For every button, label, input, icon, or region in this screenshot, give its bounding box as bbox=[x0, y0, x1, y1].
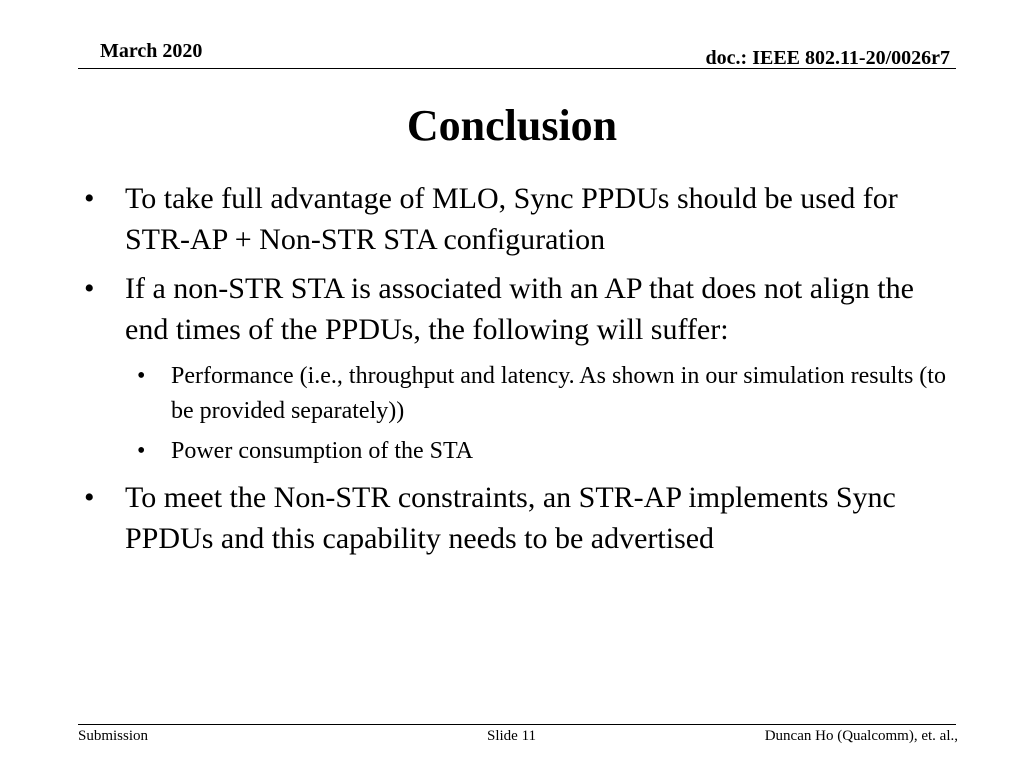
header-divider bbox=[78, 68, 956, 69]
sub-bullet-item bbox=[125, 434, 954, 469]
bullet-item bbox=[84, 268, 954, 469]
sub-bullet-item bbox=[125, 359, 954, 429]
bullet-marker: • bbox=[84, 182, 95, 215]
header-date: March 2020 bbox=[100, 40, 203, 62]
slide-title: Conclusion bbox=[406, 101, 618, 150]
bullet-text: To meet the Non-STR constraints, an STR-AP implements Sync PPDUs and this capability needs to be advertised bbox=[125, 481, 896, 555]
bullet-marker: • bbox=[84, 481, 95, 514]
bullet-item bbox=[84, 178, 954, 260]
footer-submission: Submission bbox=[78, 728, 149, 744]
sub-bullet-marker: • bbox=[137, 363, 146, 389]
bullet-text: If a non-STR STA is associated with an AP that does not align the end times of the PPDUs, the following will suffer: bbox=[125, 272, 914, 346]
sub-bullet-text: Performance (i.e., throughput and latency. As shown in our simulation results (to be provided separately)) bbox=[171, 363, 946, 424]
bullet-list bbox=[84, 178, 954, 567]
slide-number: Slide 11 bbox=[487, 728, 537, 744]
footer-divider bbox=[78, 724, 956, 725]
sub-bullet-list bbox=[125, 359, 954, 469]
sub-bullet-marker: • bbox=[137, 438, 146, 464]
document-id: doc.: IEEE 802.11-20/0026r7 bbox=[705, 47, 950, 69]
sub-bullet-text: Power consumption of the STA bbox=[171, 438, 474, 464]
bullet-marker: • bbox=[84, 272, 95, 305]
bullet-text: To take full advantage of MLO, Sync PPDUs should be used for STR-AP + Non-STR STA configuration bbox=[125, 182, 898, 256]
bullet-item bbox=[84, 477, 954, 559]
footer-author: Duncan Ho (Qualcomm), et. al., bbox=[764, 728, 958, 744]
